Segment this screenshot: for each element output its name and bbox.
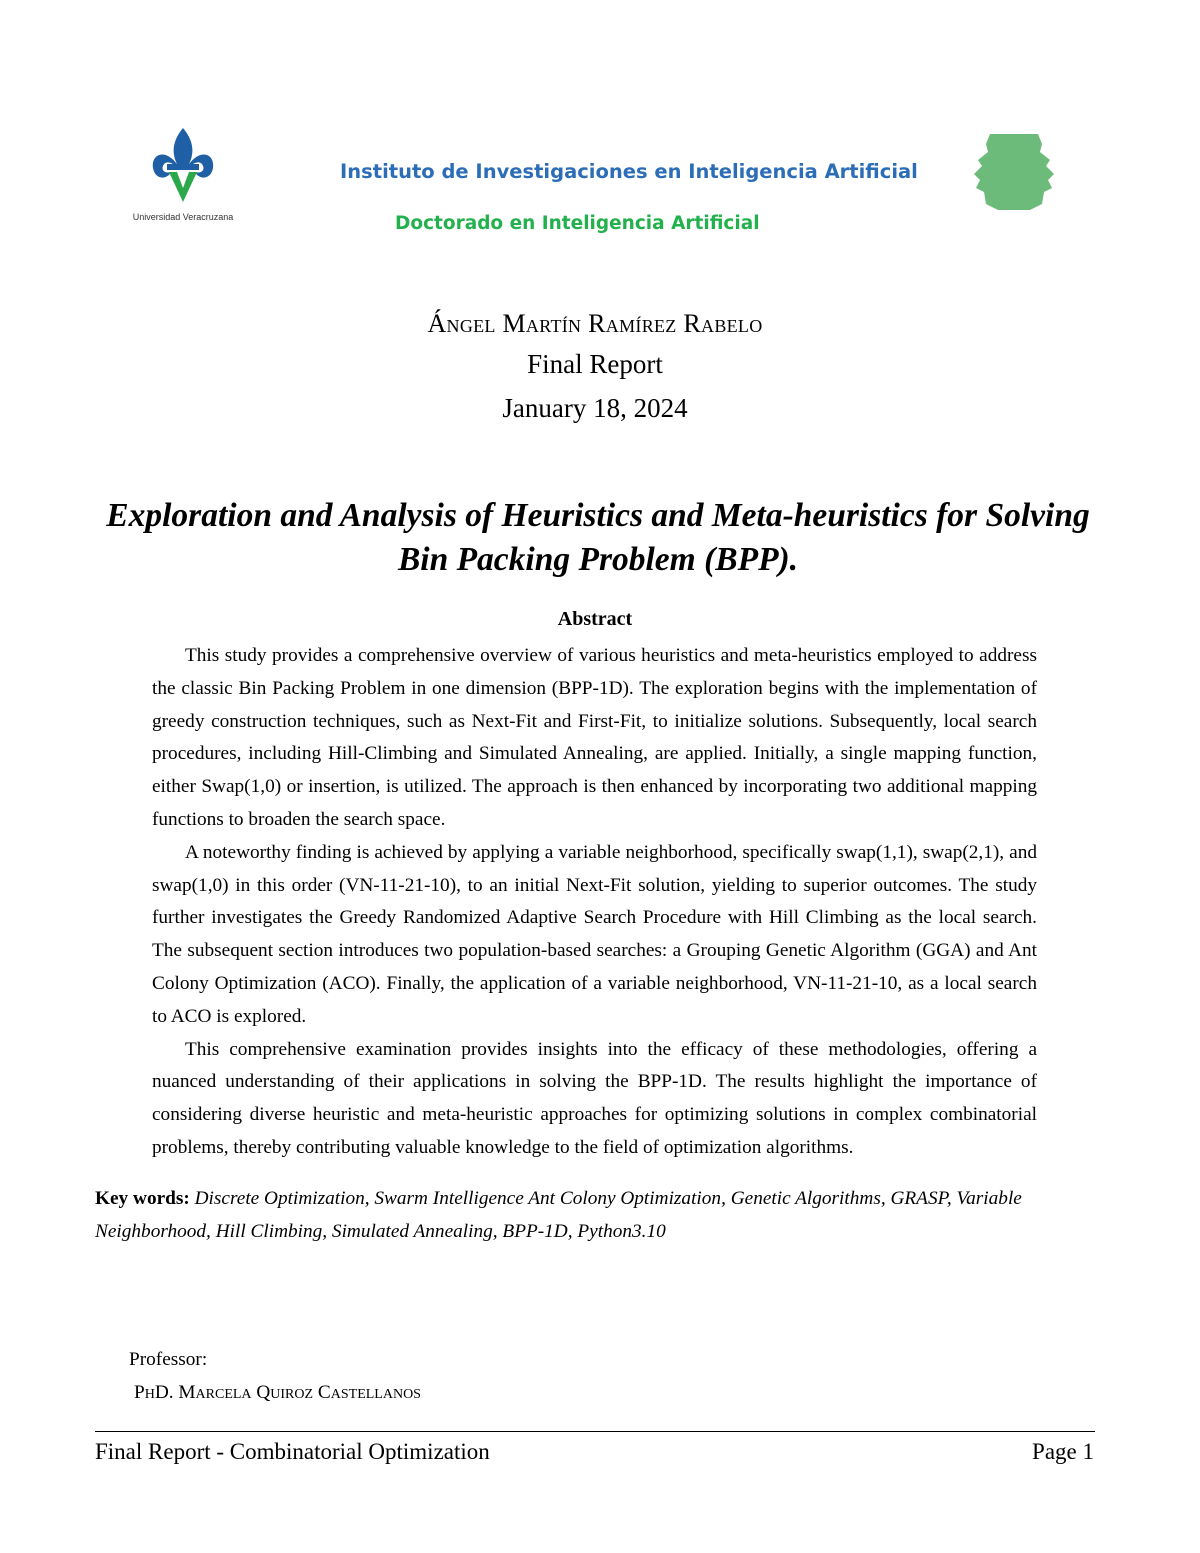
footer-divider bbox=[95, 1431, 1095, 1432]
document-kind: Final Report bbox=[527, 349, 663, 379]
university-logo bbox=[124, 124, 242, 232]
abstract-paragraph: This comprehensive examination provides insights into the efficacy of these methodologies, offering a nuanced understanding of their applications in solving the BPP-1D. The results highlight the importance of considering diverse heuristic and meta-heuristic approaches for optimizing solutions in complex combinatorial problems, thereby contributing valuable knowledge to the field of optimization algorithms. bbox=[152, 1038, 1037, 1158]
abstract-paragraph: This study provides a comprehensive overview of various heuristics and meta-heuristics employed to address the classic Bin Packing Problem in one dimension (BPP-1D). The exploration begins with the implementation of greedy construction techniques, such as Next-Fit and First-Fit, to initialize solutions. Subsequently, local search procedures, including Hill-Climbing and Simulated Annealing, are applied. Initially, a single mapping function, either Swap(1,0) or insertion, is utilized. The approach is then enhanced by incorporating two additional mapping functions to broaden the search space. bbox=[152, 645, 1037, 830]
professor-label: Professor: bbox=[129, 1349, 208, 1370]
abstract-body bbox=[152, 640, 1037, 1165]
author-name: Ángel Martín Ramírez Rabelo bbox=[427, 309, 763, 338]
paper-title: Exploration and Analysis of Heuristics and Meta-heuristics for Solving Bin Packing Problem (BPP). bbox=[106, 497, 1090, 578]
university-logo-label: Universidad Veracruzana bbox=[132, 212, 234, 222]
abstract-heading: Abstract bbox=[557, 608, 633, 630]
keywords-label: Key words: bbox=[95, 1188, 190, 1209]
document-date: January 18, 2024 bbox=[502, 393, 688, 423]
program-name: Doctorado en Inteligencia Artificial bbox=[395, 213, 760, 234]
institute-logo bbox=[968, 130, 1060, 216]
fleur-de-lis-icon bbox=[143, 124, 223, 210]
footer-title: Final Report - Combinatorial Optimization bbox=[95, 1439, 490, 1464]
institute-name: Instituto de Investigaciones en Inteligencia Artificial bbox=[340, 160, 918, 183]
keywords-list: Discrete Optimization, Swarm Intelligence Ant Colony Optimization, Genetic Algorithms, GRASP, Variable Neighborhood, Hill Climbing, Simulated Annealing, BPP-1D, Python3.10 bbox=[95, 1188, 1022, 1242]
keywords bbox=[95, 1182, 1045, 1248]
twin-profile-icon bbox=[968, 130, 1060, 216]
abstract-paragraph: A noteworthy finding is achieved by applying a variable neighborhood, specifically swap(1,1), swap(2,1), and swap(1,0) in this order (VN-11-21-10), to an initial Next-Fit solution, yielding to superior outcomes. The study further investigates the Greedy Randomized Adaptive Search Procedure with Hill Climbing as the local search. The subsequent section introduces two population-based searches: a Grouping Genetic Algorithm (GGA) and Ant Colony Optimization (ACO). Finally, the application of a variable neighborhood, VN-11-21-10, as a local search to ACO is explored. bbox=[152, 841, 1037, 1027]
professor-name: PhD. Marcela Quiroz Castellanos bbox=[134, 1382, 421, 1403]
page-number: Page 1 bbox=[1032, 1439, 1094, 1464]
